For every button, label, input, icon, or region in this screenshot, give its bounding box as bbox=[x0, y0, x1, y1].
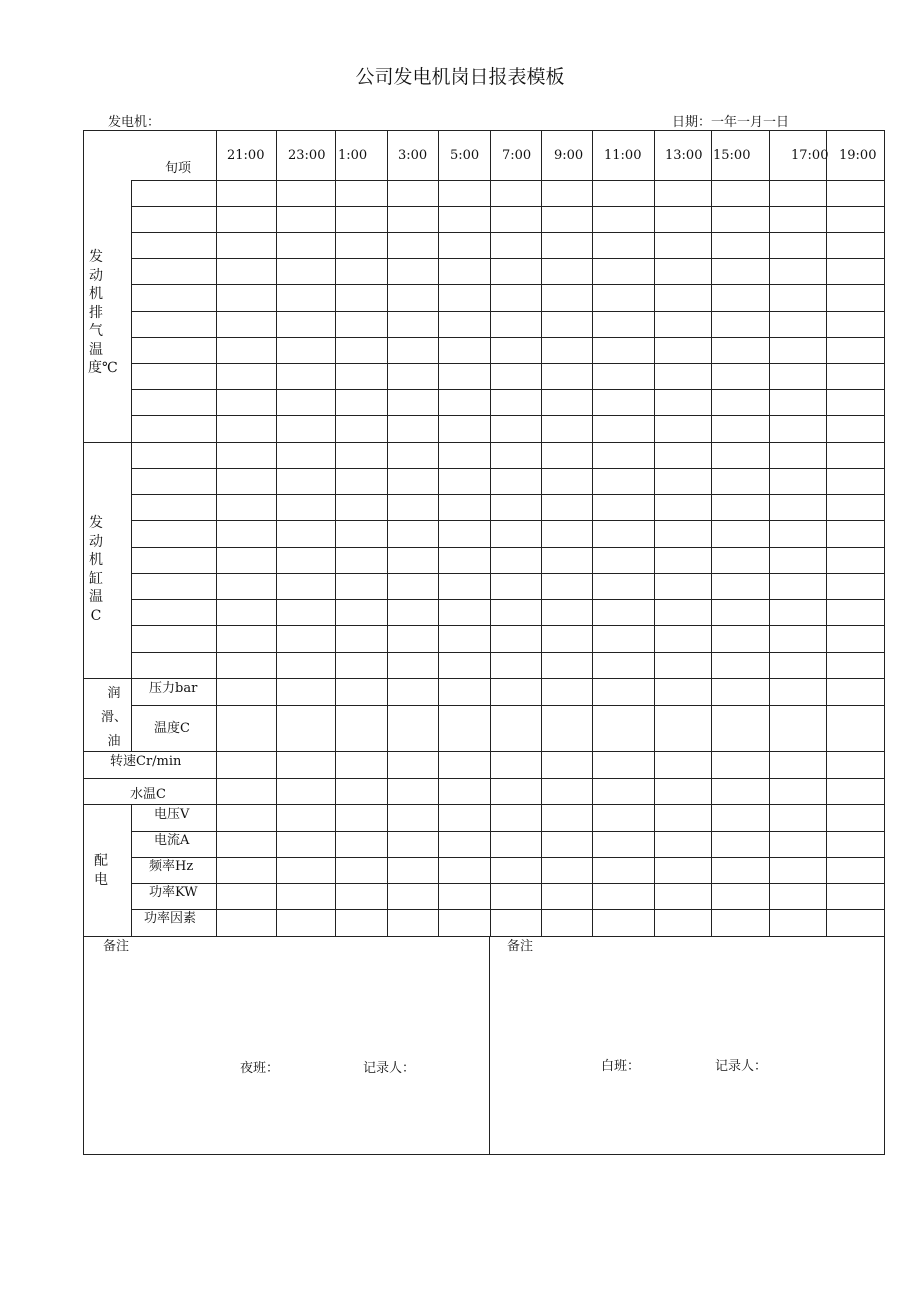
time-col-1: 21:00 bbox=[227, 148, 265, 163]
time-col-5: 5:00 bbox=[450, 148, 480, 163]
group-power-dist: 配电 bbox=[94, 853, 108, 888]
date-label: 日期：一年一月一日 bbox=[672, 115, 790, 130]
time-col-9: 13:00 bbox=[665, 148, 703, 163]
row-voltage: 电压V bbox=[154, 807, 190, 822]
time-col-11: 17:00 bbox=[791, 148, 829, 163]
row-power: 功率KW bbox=[149, 885, 198, 900]
row-water-temp: 水温C bbox=[130, 787, 166, 802]
row-current: 电流A bbox=[154, 833, 190, 848]
row-oil-temp: 温度C bbox=[154, 721, 190, 736]
night-recorder-label: 记录人： bbox=[363, 1061, 416, 1076]
time-col-12: 19:00 bbox=[839, 148, 877, 163]
group-exhaust-temp: 发动机排气温度℃ bbox=[88, 249, 118, 376]
time-col-10: 15:00 bbox=[713, 148, 751, 163]
row-pressure: 压力bar bbox=[149, 681, 198, 696]
night-shift-label: 夜班： bbox=[240, 1061, 280, 1076]
time-col-7: 9:00 bbox=[554, 148, 584, 163]
row-speed: 转速Cr/min bbox=[110, 754, 182, 769]
form-grid bbox=[83, 130, 885, 1155]
item-header: 旬项 bbox=[165, 161, 192, 176]
day-recorder-label: 记录人： bbox=[715, 1059, 768, 1074]
time-col-2: 23:00 bbox=[288, 148, 326, 163]
generator-label: 发电机： bbox=[108, 115, 161, 130]
day-shift-label: 白班： bbox=[601, 1059, 641, 1074]
row-power-factor: 功率因素 bbox=[144, 911, 197, 926]
time-col-4: 3:00 bbox=[398, 148, 428, 163]
time-col-6: 7:00 bbox=[502, 148, 532, 163]
notes-right-label: 备注 bbox=[507, 939, 534, 954]
group-lube-oil: 润滑、油 bbox=[100, 686, 127, 749]
page-title: 公司发电机岗日报表模板 bbox=[355, 66, 565, 88]
time-col-8: 11:00 bbox=[604, 148, 642, 163]
time-col-3: 1:00 bbox=[338, 148, 368, 163]
daily-report-form bbox=[83, 130, 885, 1155]
row-frequency: 频率Hz bbox=[149, 859, 194, 874]
group-cylinder-temp: 发动机缸温C bbox=[89, 515, 103, 624]
notes-left-label: 备注 bbox=[103, 939, 130, 954]
